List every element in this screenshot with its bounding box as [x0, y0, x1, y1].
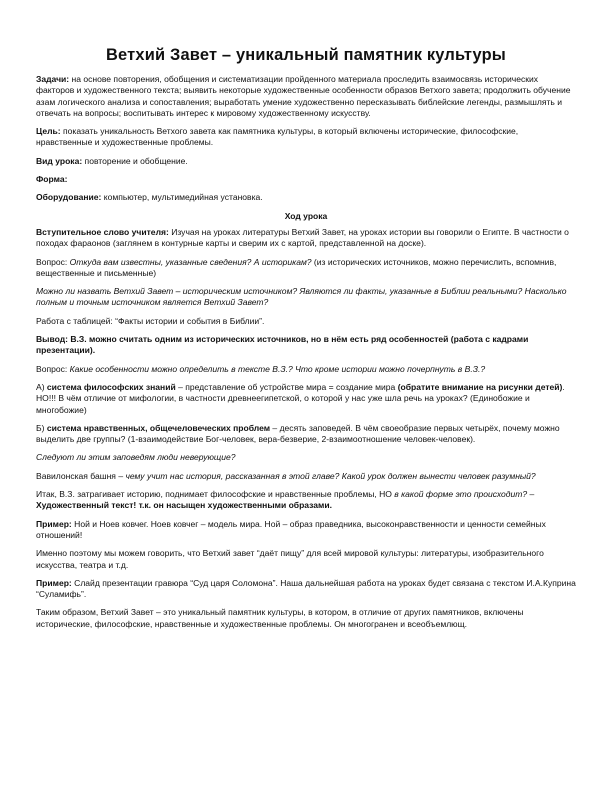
point-a-text2: . НО!!! В чём отличие от мифологии, в частности древнеегипетской, о которой у нас уже шла речь на уроках? (Единобожие и многобожие) — [36, 381, 565, 415]
question3-italic: Какие особенности можно определить в тексте В.З.? Что кроме истории можно почерпнуть в В.З.? — [69, 363, 486, 374]
final-paragraph — [36, 607, 576, 630]
lesson-heading-text: Ход урока — [284, 210, 328, 221]
commandments-question-paragraph — [36, 452, 576, 463]
form-paragraph — [36, 174, 576, 185]
example1-text: Ной и Ноев ковчег. Ноев ковчег – модель мира. Ной – образ праведника, высоконравственности и ценности семейных отношений! — [36, 518, 546, 540]
lesson-type-paragraph — [36, 156, 576, 167]
lesson-type-label: Вид урока: — [36, 155, 83, 166]
babel-italic: чему учит нас история, рассказанная в этой главе? Какой урок должен вынести человек разумный? — [125, 470, 536, 481]
commandments-question-text: Следуют ли этим заповедям люди неверующие? — [36, 452, 236, 463]
lesson-type-text: повторение и обобщение. — [82, 155, 188, 166]
summary-italic: в какой форме это происходит? — [394, 489, 528, 500]
point-b-paragraph — [36, 423, 576, 446]
conclusion-paragraph — [36, 334, 576, 357]
goal-paragraph — [36, 126, 576, 149]
example2-paragraph — [36, 578, 576, 601]
final-text: Таким образом, Ветхий Завет – это уникальный памятник культуры, в котором, в отличие от других памятников, включены исторические, философские, нравственные и художественные проблемы. Он многогранен и всеобъемлющ. — [36, 607, 524, 629]
world-culture-paragraph — [36, 548, 576, 571]
tasks-paragraph — [36, 74, 576, 119]
example1-label: Пример: — [36, 518, 72, 529]
example2-label: Пример: — [36, 577, 72, 588]
point-a-text1: – представление об устройстве мира = создание мира — [175, 381, 398, 392]
babel-paragraph — [36, 471, 576, 482]
example2-text: Слайд презентации гравюра “Суд царя Соломона”. Наша дальнейшая работа на уроках будет связана с текстом И.А.Куприна “Суламифь”. — [36, 577, 576, 600]
question1-paragraph — [36, 257, 576, 280]
equipment-label: Оборудование: — [36, 192, 102, 203]
tasks-text: на основе повторения, обобщения и систематизации пройденного материала проследить взаимосвязь исторических факторов и художественного текста; выявить некоторые художественные особенности образов Ветхого завета; продолжить обучение азам логического анализа и сопоставления; выработать умение художественно пересказывать библейские легенды, размышлять и отвечать на вопросы; воспитывать интерес к мировому художественному искусству. — [36, 74, 571, 118]
question1-prefix: Вопрос: — [36, 256, 70, 267]
equipment-text: компьютер, мультимедийная установка. — [101, 192, 263, 203]
point-b-text1: – десять заповедей. В чём своеобразие первых четырёх, почему можно выделить две группы? (1-взаимодействие Бог-человек, вера-безверие, 2-взаимоотношение человек-человек). — [36, 422, 560, 445]
equipment-paragraph — [36, 192, 576, 203]
table-work-text: Работа с таблицей: “Факты истории и события в Библии”. — [36, 315, 265, 326]
intro-paragraph — [36, 227, 576, 250]
world-culture-text: Именно поэтому мы можем говорить, что Ветхий завет “даёт пищу” для всей мировой культуры: литературы, изобразительного искусства, театра и т.д. — [36, 548, 544, 570]
intro-text: Изучая на уроках литературы Ветхий Завет, на уроках истории вы говорили о Египте. В частности о походах фараонов (заглянем в контурные карты и сверим их с картой, представленной на доске). — [36, 226, 569, 249]
question1-italic: Откуда вам известны, указанные сведения? А историкам? — [69, 256, 312, 267]
question3-paragraph — [36, 364, 576, 375]
goal-label: Цель: — [36, 126, 61, 137]
point-a-bold1: система философских знаний — [46, 381, 176, 392]
summary-bold: Художественный текст! т.к. он насыщен художественными образами. — [36, 500, 333, 511]
point-a-prefix: А) — [36, 381, 47, 392]
conclusion-text: Вывод: В.З. можно считать одним из исторических источников, но в нём есть ряд особенностей (работа с кадрами презентации). — [36, 334, 529, 356]
document-page — [36, 46, 576, 637]
table-work-paragraph — [36, 316, 576, 327]
form-label: Форма: — [36, 174, 68, 185]
question2-paragraph — [36, 286, 576, 309]
summary-text1: Итак, В.З. затрагивает историю, поднимает философские и нравственные проблемы, НО — [36, 489, 395, 500]
point-a-paragraph — [36, 382, 576, 416]
question2-text: Можно ли назвать Ветхий Завет – историческим источником? Являются ли факты, указанные в Библии реальными? Насколько полным и точным источником является Ветхий Завет? — [36, 286, 567, 308]
summary-text2: – — [527, 489, 535, 500]
page-title: Ветхий Завет – уникальный памятник культуры — [106, 46, 506, 64]
intro-label: Вступительное слово учителя: — [36, 226, 169, 237]
lesson-heading — [36, 211, 576, 222]
summary-paragraph — [36, 489, 576, 512]
example1-paragraph — [36, 519, 576, 542]
question1-plain: (из исторических источников, можно перечислить, вспомнив, вещественные и письменные) — [36, 256, 557, 278]
babel-plain: Вавилонская башня – — [36, 470, 126, 481]
point-a-bold2: (обратите внимание на рисунки детей) — [397, 381, 563, 392]
question3-prefix: Вопрос: — [36, 363, 70, 374]
point-b-bold1: система нравственных, общечеловеческих проблем — [46, 422, 271, 433]
tasks-label: Задачи: — [36, 74, 70, 84]
goal-text: показать уникальность Ветхого завета как памятника культуры, в который включены исторические, философские, нравственные и художественные проблемы. — [36, 126, 519, 148]
point-b-prefix: Б) — [36, 422, 47, 433]
